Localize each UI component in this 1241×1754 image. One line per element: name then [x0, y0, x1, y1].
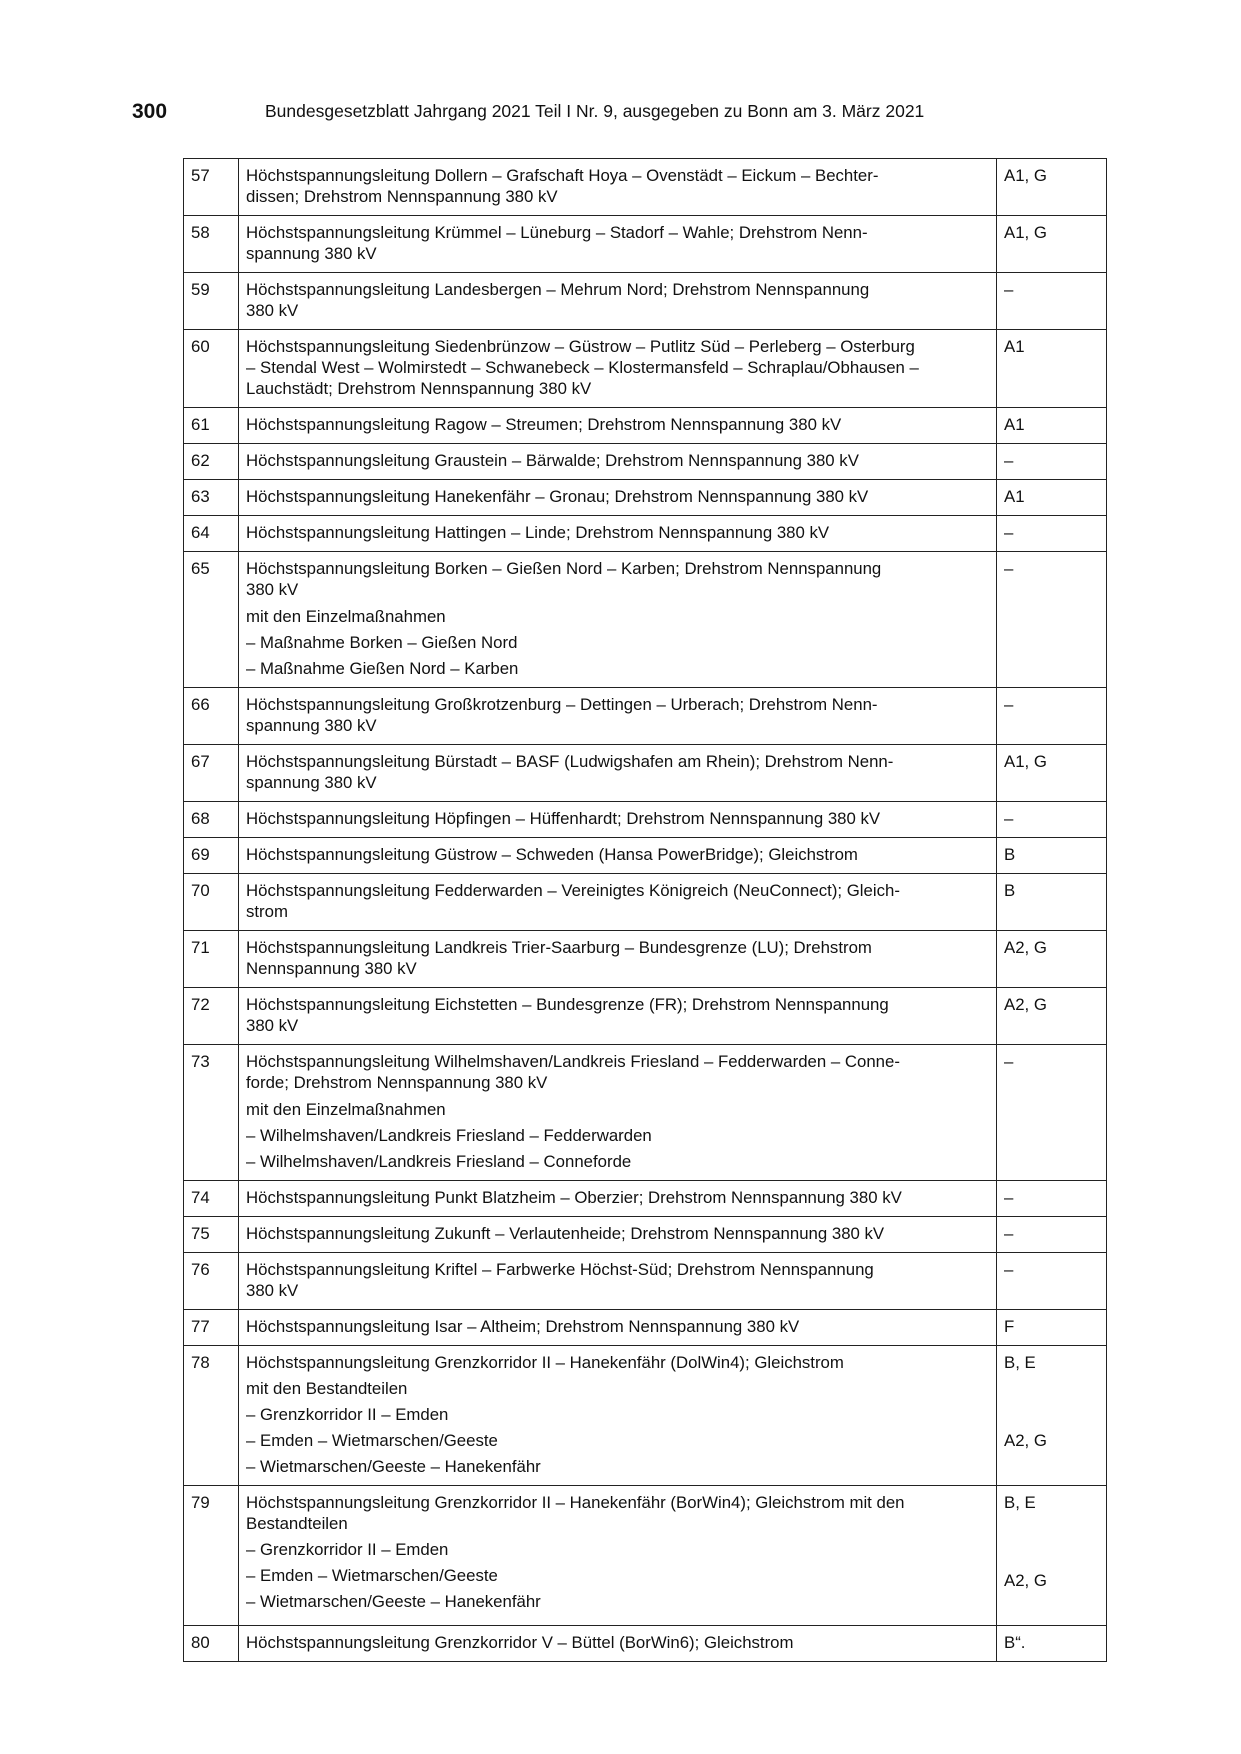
row-number: 60: [184, 330, 239, 408]
code-line: B“.: [1004, 1633, 1026, 1652]
description-line: Nennspannung 380 kV: [246, 959, 417, 978]
code-line: F: [1004, 1317, 1015, 1336]
row-number: 75: [184, 1217, 239, 1253]
row-number: 69: [184, 838, 239, 874]
row-code: [997, 408, 1107, 444]
row-code: [997, 1045, 1107, 1181]
row-code: [997, 1310, 1107, 1346]
sub-measure-line: – Maßnahme Borken – Gießen Nord: [246, 633, 518, 652]
description-line: Höchstspannungsleitung Siedenbrünzow – Güstrow – Putlitz Süd – Perleberg – Osterburg: [246, 337, 915, 356]
table-row: [184, 688, 1107, 745]
row-description: [239, 444, 997, 480]
row-number: 80: [184, 1626, 239, 1662]
row-code: [997, 552, 1107, 688]
table-row: [184, 408, 1107, 444]
code-line: A1: [1004, 337, 1025, 356]
description-line: spannung 380 kV: [246, 716, 377, 735]
code-line: –: [1004, 1188, 1014, 1207]
row-number: 78: [184, 1346, 239, 1486]
description-line: spannung 380 kV: [246, 773, 377, 792]
row-description: [239, 1486, 997, 1626]
sub-measure-line: mit den Einzelmaßnahmen: [246, 1100, 446, 1119]
component-line: – Emden – Wietmarschen/Geeste: [246, 1566, 498, 1585]
description-line: Höchstspannungsleitung Graustein – Bärwalde; Drehstrom Nennspannung 380 kV: [246, 451, 859, 470]
row-number: 64: [184, 516, 239, 552]
row-number: 79: [184, 1486, 239, 1626]
description-line: Bestandteilen: [246, 1514, 348, 1533]
row-number: 72: [184, 988, 239, 1045]
table-row: [184, 480, 1107, 516]
table-row: [184, 1346, 1107, 1486]
description-line: Höchstspannungsleitung Grenzkorridor II – Hanekenfähr (DolWin4); Gleichstrom: [246, 1353, 844, 1372]
table-row: [184, 444, 1107, 480]
row-number: 66: [184, 688, 239, 745]
description-line: Höchstspannungsleitung Hanekenfähr – Gronau; Drehstrom Nennspannung 380 kV: [246, 487, 869, 506]
table-row: [184, 516, 1107, 552]
code-line: A1: [1004, 415, 1025, 434]
row-description: [239, 874, 997, 931]
description-line: 380 kV: [246, 1016, 299, 1035]
row-code: [997, 216, 1107, 273]
row-description: [239, 988, 997, 1045]
component-line: – Grenzkorridor II – Emden: [246, 1540, 449, 1559]
table-row: [184, 216, 1107, 273]
code-line: [1004, 1404, 1099, 1425]
description-line: Höchstspannungsleitung Großkrotzenburg – Dettingen – Urberach; Drehstrom Nenn-: [246, 695, 878, 714]
row-number: 65: [184, 552, 239, 688]
row-code: [997, 1181, 1107, 1217]
code-line: B: [1004, 845, 1016, 864]
table-row: [184, 802, 1107, 838]
row-description: [239, 1346, 997, 1486]
code-line: [1004, 1596, 1099, 1617]
code-line: [1004, 1456, 1099, 1477]
row-code: [997, 444, 1107, 480]
code-line: –: [1004, 451, 1014, 470]
row-description: [239, 1217, 997, 1253]
description-line: Höchstspannungsleitung Fedderwarden – Vereinigtes Königreich (NeuConnect); Gleich-: [246, 881, 900, 900]
sub-measure-line: mit den Einzelmaßnahmen: [246, 607, 446, 626]
row-code: [997, 1346, 1107, 1486]
row-number: 68: [184, 802, 239, 838]
description-line: Höchstspannungsleitung Höpfingen – Hüffenhardt; Drehstrom Nennspannung 380 kV: [246, 809, 881, 828]
table-row: [184, 330, 1107, 408]
table-row: [184, 838, 1107, 874]
code-line: [1004, 1544, 1099, 1565]
description-line: 380 kV: [246, 1281, 299, 1300]
sub-measure-line: – Wilhelmshaven/Landkreis Friesland – Fedderwarden: [246, 1126, 652, 1145]
table-row: [184, 1626, 1107, 1662]
description-line: Höchstspannungsleitung Hattingen – Linde; Drehstrom Nennspannung 380 kV: [246, 523, 830, 542]
code-line: A1, G: [1004, 223, 1047, 242]
description-line: 380 kV: [246, 580, 299, 599]
description-line: dissen; Drehstrom Nennspannung 380 kV: [246, 187, 558, 206]
row-code: [997, 1253, 1107, 1310]
row-description: [239, 931, 997, 988]
table-row: [184, 988, 1107, 1045]
table-row: [184, 874, 1107, 931]
table-row: [184, 1486, 1107, 1626]
code-line: –: [1004, 559, 1014, 578]
table-row: [184, 745, 1107, 802]
table-row: [184, 931, 1107, 988]
row-number: 61: [184, 408, 239, 444]
row-code: [997, 745, 1107, 802]
row-number: 77: [184, 1310, 239, 1346]
component-line: – Grenzkorridor II – Emden: [246, 1405, 449, 1424]
row-code: [997, 931, 1107, 988]
row-description: [239, 1310, 997, 1346]
row-number: 58: [184, 216, 239, 273]
row-description: [239, 552, 997, 688]
description-line: – Stendal West – Wolmirstedt – Schwanebeck – Klostermansfeld – Schraplau/Obhausen –: [246, 358, 919, 377]
code-line: –: [1004, 1224, 1014, 1243]
row-code: [997, 159, 1107, 216]
row-code: [997, 802, 1107, 838]
code-line: –: [1004, 1052, 1014, 1071]
code-line: –: [1004, 280, 1014, 299]
description-line: Höchstspannungsleitung Eichstetten – Bundesgrenze (FR); Drehstrom Nennspannung: [246, 995, 889, 1014]
description-line: Höchstspannungsleitung Kriftel – Farbwerke Höchst-Süd; Drehstrom Nennspannung: [246, 1260, 874, 1279]
row-description: [239, 1626, 997, 1662]
row-description: [239, 838, 997, 874]
table-row: [184, 552, 1107, 688]
table-row: [184, 159, 1107, 216]
description-line: Höchstspannungsleitung Wilhelmshaven/Landkreis Friesland – Fedderwarden – Conne-: [246, 1052, 900, 1071]
row-number: 63: [184, 480, 239, 516]
code-line: –: [1004, 695, 1014, 714]
table-row: [184, 1310, 1107, 1346]
row-description: [239, 159, 997, 216]
table-row: [184, 1217, 1107, 1253]
description-line: Höchstspannungsleitung Bürstadt – BASF (Ludwigshafen am Rhein); Drehstrom Nenn-: [246, 752, 894, 771]
description-line: Lauchstädt; Drehstrom Nennspannung 380 kV: [246, 379, 592, 398]
row-code: [997, 988, 1107, 1045]
description-line: Höchstspannungsleitung Landesbergen – Mehrum Nord; Drehstrom Nennspannung: [246, 280, 870, 299]
code-line: A2, G: [1004, 995, 1047, 1014]
table-row: [184, 1045, 1107, 1181]
code-line: –: [1004, 809, 1014, 828]
row-number: 71: [184, 931, 239, 988]
row-description: [239, 330, 997, 408]
row-code: [997, 874, 1107, 931]
description-line: Höchstspannungsleitung Borken – Gießen Nord – Karben; Drehstrom Nennspannung: [246, 559, 882, 578]
row-description: [239, 216, 997, 273]
description-line: Höchstspannungsleitung Grenzkorridor II – Hanekenfähr (BorWin4); Gleichstrom mit den: [246, 1493, 905, 1512]
row-number: 76: [184, 1253, 239, 1310]
row-description: [239, 688, 997, 745]
row-code: [997, 330, 1107, 408]
code-line: B: [1004, 881, 1016, 900]
row-description: [239, 408, 997, 444]
row-number: 59: [184, 273, 239, 330]
description-line: spannung 380 kV: [246, 244, 377, 263]
row-code: [997, 1217, 1107, 1253]
description-line: Höchstspannungsleitung Güstrow – Schweden (Hansa PowerBridge); Gleichstrom: [246, 845, 858, 864]
page-header: [132, 100, 1117, 126]
code-line: –: [1004, 1260, 1014, 1279]
row-description: [239, 802, 997, 838]
description-line: Höchstspannungsleitung Punkt Blatzheim – Oberzier; Drehstrom Nennspannung 380 kV: [246, 1188, 902, 1207]
row-code: [997, 516, 1107, 552]
row-description: [239, 273, 997, 330]
description-line: forde; Drehstrom Nennspannung 380 kV: [246, 1073, 548, 1092]
row-code: [997, 1486, 1107, 1626]
code-line: –: [1004, 523, 1014, 542]
row-code: [997, 1626, 1107, 1662]
code-line: [1004, 1518, 1099, 1539]
code-line: A2, G: [1004, 938, 1047, 957]
code-line: A1: [1004, 487, 1025, 506]
table-row: [184, 273, 1107, 330]
row-code: [997, 838, 1107, 874]
row-description: [239, 745, 997, 802]
component-line: – Wietmarschen/Geeste – Hanekenfähr: [246, 1592, 541, 1611]
row-description: [239, 1181, 997, 1217]
row-number: 62: [184, 444, 239, 480]
component-line: – Emden – Wietmarschen/Geeste: [246, 1431, 498, 1450]
row-code: [997, 688, 1107, 745]
row-number: 57: [184, 159, 239, 216]
table-row: [184, 1253, 1107, 1310]
row-number: 67: [184, 745, 239, 802]
row-number: 70: [184, 874, 239, 931]
row-description: [239, 1253, 997, 1310]
code-line: A1, G: [1004, 166, 1047, 185]
page-number: 300: [132, 100, 168, 123]
description-line: Höchstspannungsleitung Dollern – Grafschaft Hoya – Ovenstädt – Eickum – Bechter-: [246, 166, 879, 185]
description-line: Höchstspannungsleitung Ragow – Streumen; Drehstrom Nennspannung 380 kV: [246, 415, 842, 434]
row-number: 73: [184, 1045, 239, 1181]
description-line: strom: [246, 902, 288, 921]
description-line: Höchstspannungsleitung Landkreis Trier-Saarburg – Bundesgrenze (LU); Drehstrom: [246, 938, 872, 957]
page-title: Bundesgesetzblatt Jahrgang 2021 Teil I Nr. 9, ausgegeben zu Bonn am 3. März 2021: [265, 101, 925, 121]
sub-measure-line: – Maßnahme Gießen Nord – Karben: [246, 659, 519, 678]
row-description: [239, 480, 997, 516]
project-table-body: [184, 159, 1107, 1662]
code-line: [1004, 1378, 1099, 1399]
row-code: [997, 273, 1107, 330]
sub-measure-line: – Wilhelmshaven/Landkreis Friesland – Conneforde: [246, 1152, 632, 1171]
description-line: 380 kV: [246, 301, 299, 320]
row-code: [997, 480, 1107, 516]
description-line: Höchstspannungsleitung Krümmel – Lüneburg – Stadorf – Wahle; Drehstrom Nenn-: [246, 223, 868, 242]
description-line: Höchstspannungsleitung Zukunft – Verlautenheide; Drehstrom Nennspannung 380 kV: [246, 1224, 885, 1243]
table-row: [184, 1181, 1107, 1217]
row-description: [239, 1045, 997, 1181]
code-line: A2, G: [1004, 1571, 1047, 1590]
code-line: B, E: [1004, 1353, 1036, 1372]
description-line: Höchstspannungsleitung Isar – Altheim; Drehstrom Nennspannung 380 kV: [246, 1317, 800, 1336]
row-number: 74: [184, 1181, 239, 1217]
component-line: mit den Bestandteilen: [246, 1379, 408, 1398]
project-table: [183, 158, 1107, 1662]
code-line: B, E: [1004, 1493, 1036, 1512]
row-description: [239, 516, 997, 552]
description-line: Höchstspannungsleitung Grenzkorridor V – Büttel (BorWin6); Gleichstrom: [246, 1633, 794, 1652]
code-line: A1, G: [1004, 752, 1047, 771]
code-line: A2, G: [1004, 1431, 1047, 1450]
component-line: – Wietmarschen/Geeste – Hanekenfähr: [246, 1457, 541, 1476]
